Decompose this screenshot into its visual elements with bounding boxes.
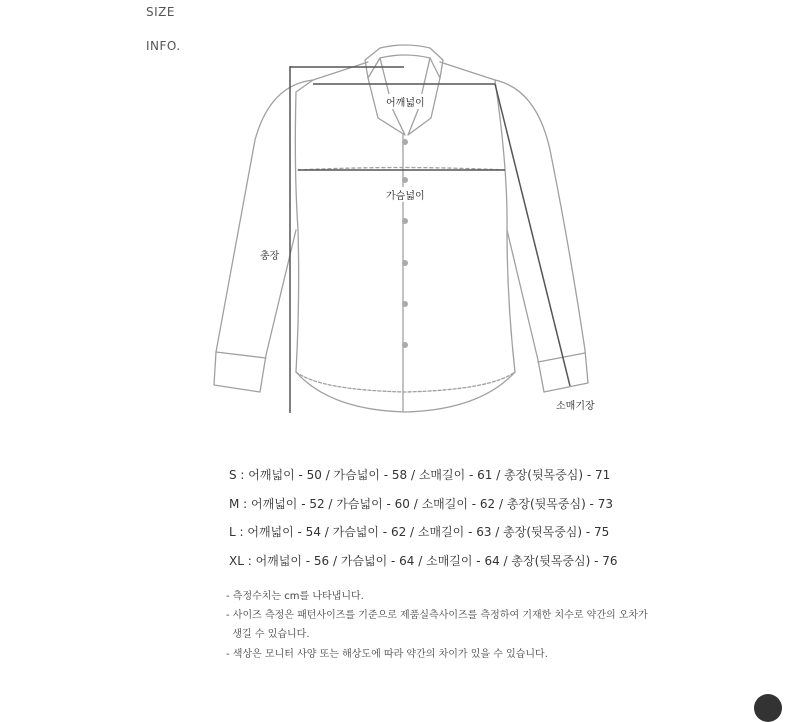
right-shoulder-seam bbox=[440, 62, 495, 80]
collar-outline bbox=[365, 45, 443, 78]
hem-curve bbox=[296, 372, 515, 392]
button-5 bbox=[402, 301, 408, 307]
button-3 bbox=[402, 218, 408, 224]
total-length-label: 총장 bbox=[258, 247, 281, 262]
shoulder-width-label: 어깨넓이 bbox=[384, 94, 427, 109]
size-row-s: S : 어깨넓이 - 50 / 가슴넓이 - 58 / 소매길이 - 61 / 총장(뒷목중심) - 71 bbox=[229, 468, 611, 482]
sleeve-length-label: 소매기장 bbox=[554, 397, 597, 412]
sleeve-measure-line bbox=[495, 84, 570, 386]
button-4 bbox=[402, 260, 408, 266]
note-measurement-cont: 생길 수 있습니다. bbox=[226, 629, 310, 640]
info-title: INFO. bbox=[146, 39, 181, 53]
right-sleeve-outline bbox=[495, 80, 588, 392]
note-color: - 색상은 모니터 사양 또는 해상도에 따라 약간의 차이가 있을 수 있습니다. bbox=[226, 649, 548, 660]
left-cuff-line bbox=[216, 352, 266, 358]
size-row-l: L : 어깨넓이 - 54 / 가슴넓이 - 62 / 소매길이 - 63 / 총장(뒷목중심) - 75 bbox=[229, 525, 610, 539]
chest-width-label: 가슴넓이 bbox=[384, 187, 427, 202]
left-shoulder-seam bbox=[313, 62, 368, 80]
note-unit: - 측정수치는 cm를 나타냅니다. bbox=[226, 591, 364, 602]
size-row-m: M : 어깨넓이 - 52 / 가슴넓이 - 60 / 소매길이 - 62 / 총장(뒷목중심) - 73 bbox=[229, 497, 613, 511]
note-measurement: - 사이즈 측정은 패턴사이즈를 기준으로 제품실측사이즈를 측정하여 기재한 치수로 약간의 오차가 bbox=[226, 610, 648, 621]
button-2 bbox=[402, 177, 408, 183]
size-title: SIZE bbox=[146, 5, 175, 19]
button-6 bbox=[402, 342, 408, 348]
shirt-body-outline bbox=[295, 80, 515, 412]
button-1 bbox=[402, 139, 408, 145]
scroll-top-button[interactable] bbox=[754, 694, 782, 722]
size-row-xl: XL : 어깨넓이 - 56 / 가슴넓이 - 64 / 소매길이 - 64 / 총장(뒷목중심) - 76 bbox=[229, 554, 618, 568]
